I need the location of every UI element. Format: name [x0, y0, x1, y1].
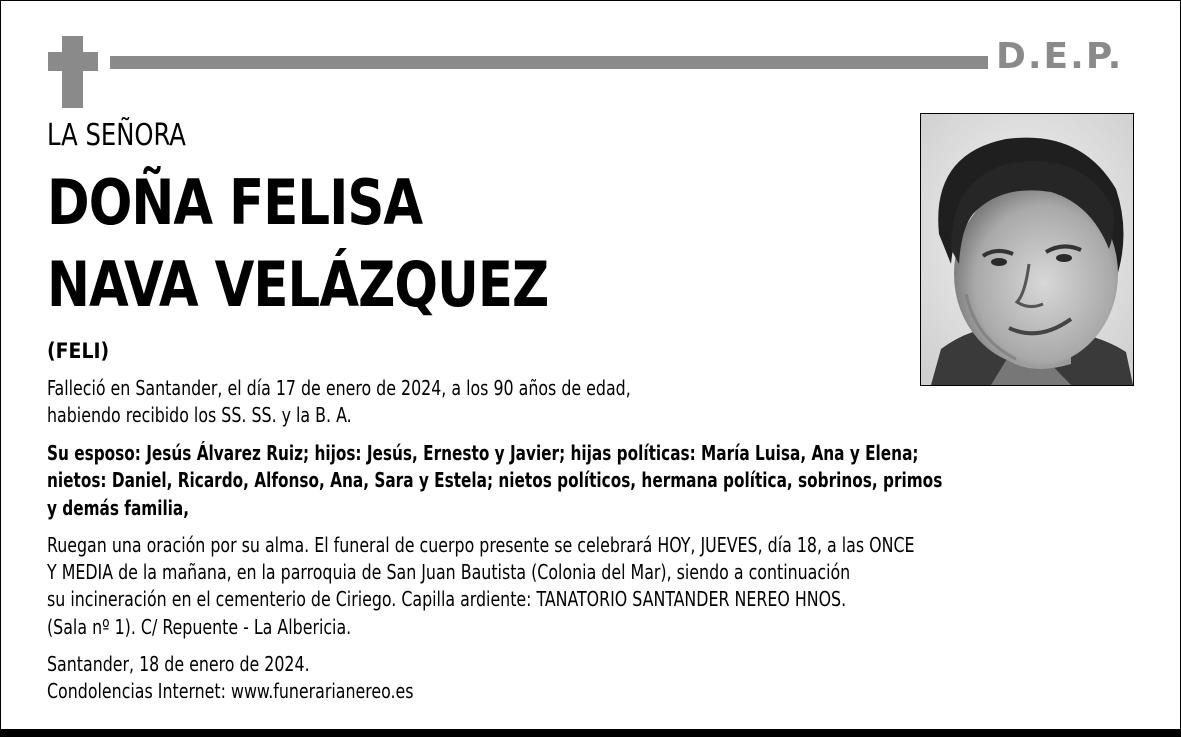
deceased-name-line2: NAVA VELÁZQUEZ	[47, 248, 549, 321]
header-rule	[110, 56, 988, 69]
bottom-border	[0, 729, 1181, 737]
nickname: (FELI)	[47, 339, 110, 363]
family-line-2: nietos: Daniel, Ricardo, Alfonso, Ana, Sara y Estela; nietos políticos, hermana política, sobrinos, primos	[47, 468, 943, 492]
condolences-line: Condolencias Internet: www.funerarianereo.es	[47, 679, 414, 703]
honorific-title: LA SEÑORA	[47, 118, 186, 153]
cross-icon-horizontal	[48, 52, 98, 71]
portrait-photo	[920, 113, 1134, 386]
funeral-line-1: Ruegan una oración por su alma. El funeral de cuerpo presente se celebrará HOY, JUEVES, día 18, a las ONCE	[47, 533, 915, 557]
portrait-illustration	[921, 114, 1133, 385]
death-line-2: habiendo recibido los SS. SS. y la B. A.	[47, 403, 352, 427]
dep-label: D.E.P.	[996, 36, 1124, 77]
funeral-line-4: (Sala nº 1). C/ Repuente - La Albericia.	[47, 615, 352, 639]
date-line: Santander, 18 de enero de 2024.	[47, 652, 310, 676]
deceased-name-line1: DOÑA FELISA	[47, 166, 423, 239]
funeral-line-2: Y MEDIA de la mañana, en la parroquia de San Juan Bautista (Colonia del Mar), siendo a continuación	[47, 560, 851, 584]
cross-icon-vertical	[62, 36, 83, 108]
family-line-3: y demás familia,	[47, 496, 190, 520]
death-line-1: Falleció en Santander, el día 17 de enero de 2024, a los 90 años de edad,	[47, 376, 631, 400]
family-line-1: Su esposo: Jesús Álvarez Ruiz; hijos: Jesús, Ernesto y Javier; hijas políticas: María Luisa, Ana y Elena;	[47, 441, 919, 465]
funeral-line-3: su incineración en el cementerio de Ciriego. Capilla ardiente: TANATORIO SANTANDER NEREO HNOS.	[47, 587, 847, 611]
